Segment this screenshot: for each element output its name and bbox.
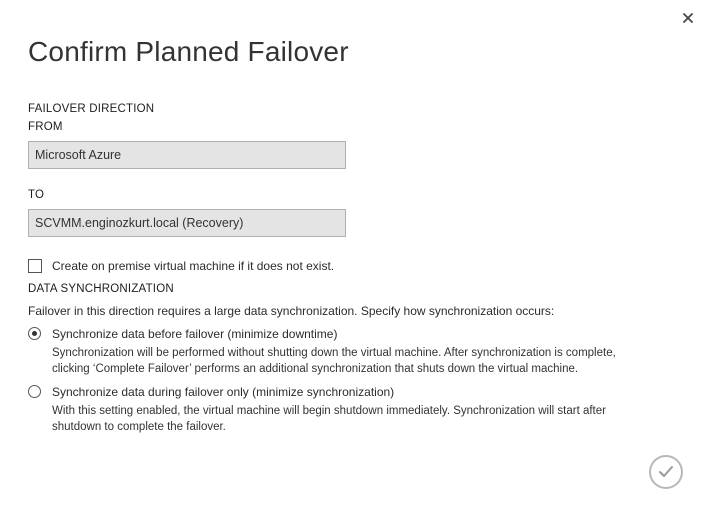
sync-before-radio[interactable]: [28, 327, 41, 340]
sync-before-label[interactable]: Synchronize data before failover (minimize downtime): [52, 327, 338, 341]
sync-during-label[interactable]: Synchronize data during failover only (minimize synchronization): [52, 385, 395, 399]
sync-before-desc-line2: clicking ‘Complete Failover’ performs an additional synchronization that shuts down the virtual machine.: [52, 363, 579, 375]
from-label: FROM: [28, 121, 63, 133]
from-field[interactable]: Microsoft Azure: [28, 141, 346, 169]
sync-during-desc-line2: shutdown to complete the failover.: [52, 421, 226, 433]
confirm-button[interactable]: [649, 455, 683, 489]
to-field[interactable]: SCVMM.enginozkurt.local (Recovery): [28, 209, 346, 237]
radio-selected-dot: [32, 331, 37, 336]
checkmark-icon: [658, 465, 674, 479]
close-icon: [683, 13, 693, 23]
create-vm-checkbox[interactable]: [28, 259, 42, 273]
sync-before-desc-line1: Synchronization will be performed without shutting down the virtual machine. After synchronization is complete,: [52, 347, 616, 359]
to-label: TO: [28, 189, 45, 201]
create-vm-row[interactable]: [28, 259, 334, 273]
close-button[interactable]: [680, 10, 696, 26]
create-vm-label: Create on premise virtual machine if it does not exist.: [52, 259, 335, 273]
failover-direction-heading: FAILOVER DIRECTION: [28, 103, 155, 115]
data-sync-intro: Failover in this direction requires a large data synchronization. Specify how synchronization occurs:: [28, 304, 555, 318]
dialog-title: Confirm Planned Failover: [28, 36, 349, 67]
sync-during-radio[interactable]: [28, 385, 41, 398]
sync-during-desc-line1: With this setting enabled, the virtual machine will begin shutdown immediately. Synchronization will start after: [52, 405, 606, 417]
sync-during-desc: [52, 403, 662, 435]
sync-before-desc: [52, 345, 662, 377]
data-sync-heading: DATA SYNCHRONIZATION: [28, 283, 174, 295]
